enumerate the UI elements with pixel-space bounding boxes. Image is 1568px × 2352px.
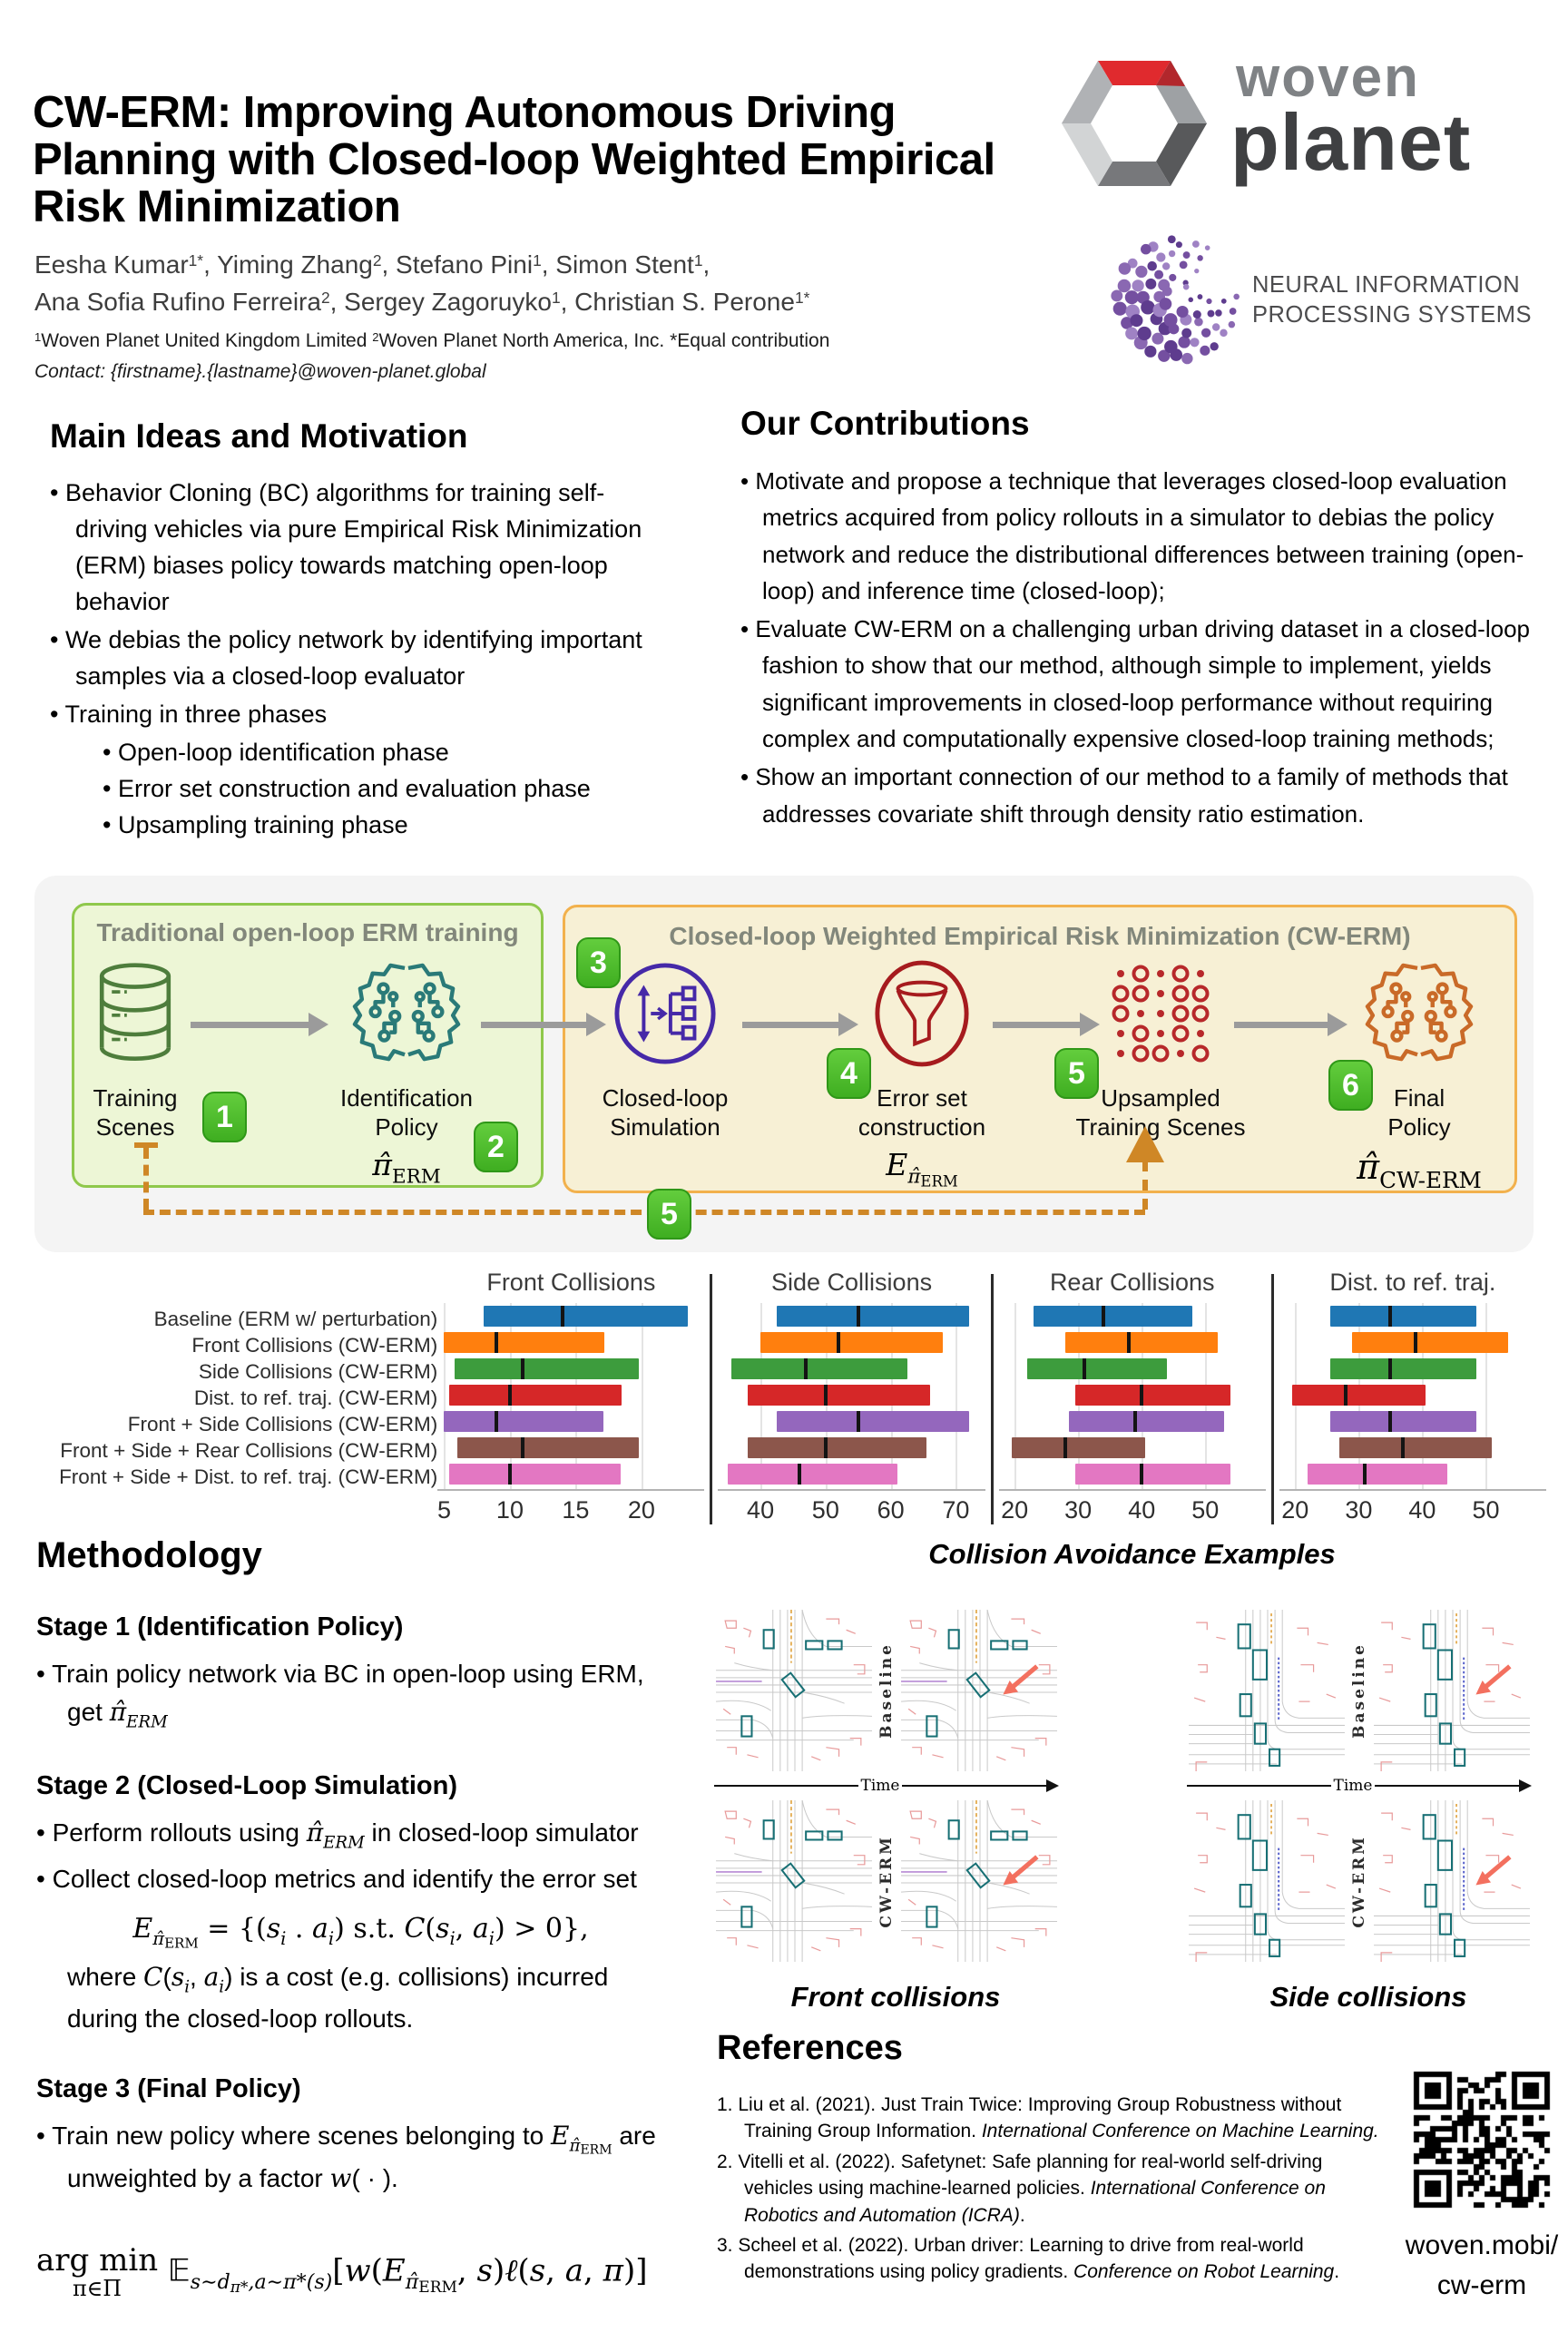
gridline	[642, 1303, 643, 1489]
scenario-map-side	[1374, 1800, 1530, 1962]
tick-label: 20	[1281, 1496, 1309, 1524]
range-bar	[777, 1306, 969, 1327]
time-label: Time	[1333, 1777, 1373, 1795]
gridline	[956, 1303, 957, 1489]
time-arrowhead-icon	[1046, 1779, 1059, 1792]
method-bullet: • Train new policy where scenes belonging to $E_{\pîERM}$ are unweighted by a factor w( · ).	[36, 2120, 656, 2194]
list-item: • Training in three phases	[50, 700, 328, 728]
tick-label: 5	[436, 1496, 451, 1524]
tick-label: 20	[1001, 1496, 1029, 1524]
example-caption: Side collisions	[1269, 1981, 1467, 2013]
range-bar	[449, 1385, 622, 1406]
range-bar	[457, 1437, 639, 1458]
step-badge-2: 2	[474, 1122, 518, 1172]
arrow-icon	[191, 1013, 328, 1036]
section-contributions	[740, 405, 1562, 834]
neurips-logo	[1105, 225, 1559, 375]
scenario-map-side	[1374, 1610, 1530, 1771]
loop-line	[143, 1148, 149, 1210]
chart-subplot	[1279, 1269, 1546, 1527]
tick-label: 30	[1345, 1496, 1373, 1524]
median-marker	[1363, 1464, 1367, 1485]
references-list	[717, 2092, 1384, 2286]
median-marker	[521, 1358, 524, 1379]
range-bar	[1330, 1306, 1476, 1327]
method-bullet: • Perform rollouts using $\pî_{ERM}$ in closed-loop simulator	[36, 1817, 639, 1852]
median-marker	[1083, 1358, 1086, 1379]
example-group-front	[714, 1609, 1077, 2014]
median-marker	[1401, 1437, 1405, 1458]
median-marker	[1140, 1385, 1143, 1406]
chart-title: Side Collisions	[771, 1269, 933, 1296]
range-bar	[1069, 1411, 1225, 1432]
stage-label: Training Scenes	[93, 1084, 178, 1141]
tick-label: 50	[811, 1496, 839, 1524]
scenario-map-side	[1189, 1610, 1345, 1771]
open-loop-box-title: Traditional open-loop ERM training	[96, 918, 519, 946]
stage-math: $\pî_{ERM}$	[372, 1147, 441, 1190]
neurips-text: NEURAL INFORMATION PROCESSING SYSTEMS	[1252, 272, 1532, 328]
range-bar	[748, 1385, 930, 1406]
median-marker	[1388, 1358, 1392, 1379]
qr-code	[1413, 2071, 1551, 2209]
chart-row-label: Dist. to ref. traj. (CW-ERM)	[193, 1387, 438, 1409]
main-ideas-heading: Main Ideas and Motivation	[50, 417, 468, 455]
median-marker	[508, 1464, 512, 1485]
planet-wordmark: planet	[1230, 97, 1472, 187]
stage-heading: Stage 3 (Final Policy)	[36, 2073, 301, 2103]
reference-item: 2. Vitelli et al. (2022). Safetynet: Safe planning for real-world self-driving vehicles using machine-learned policies. International Conference on Robotics and Automation (ICRA).	[717, 2151, 1326, 2226]
collision-arrow-icon	[1466, 1662, 1514, 1700]
error-set-formula: $E_{\pîERM} = \{(s_i$ . $a_i$) s.t. $C(s_i$, $a_i) > 0$},	[132, 1913, 589, 1952]
subplot-separator	[991, 1274, 994, 1524]
tick-label: 70	[942, 1496, 970, 1524]
median-marker	[824, 1385, 828, 1406]
examples-title: Collision Avoidance Examples	[928, 1538, 1336, 1570]
stage-label: Error set construction	[858, 1084, 986, 1141]
section-main-ideas	[50, 417, 674, 844]
example-group-side	[1187, 1609, 1550, 2014]
method-bullet: • Train policy network via BC in open-loop using ERM, get $\pî_{ERM}$	[36, 1660, 644, 1732]
contributions-list	[740, 463, 1562, 832]
gridline	[1485, 1303, 1487, 1489]
median-marker	[1133, 1411, 1137, 1432]
median-marker	[837, 1332, 840, 1353]
method-bullet: • Collect closed-loop metrics and identify the error set	[36, 1865, 637, 1894]
chart-plot-area	[999, 1303, 1266, 1491]
x-axis-ticks	[1279, 1491, 1546, 1527]
subplot-separator	[1271, 1274, 1274, 1524]
qr-caption: woven.mobi/ cw-erm	[1405, 2230, 1559, 2300]
scenario-map-front	[716, 1800, 872, 1962]
median-marker	[521, 1437, 524, 1458]
list-item: • Motivate and propose a technique that leverages closed-loop evaluation metrics acquired from policy rollouts in a simulator to debias the policy network and reduce the distributional differences between training (open-loop) and inference time (closed-loop);	[740, 467, 1524, 604]
range-bar	[760, 1332, 943, 1353]
median-marker	[561, 1306, 564, 1327]
list-item: • Show an important connection of our method to a family of methods that addresses covariate shift through density ratio estimation.	[740, 763, 1508, 828]
arrow-icon	[1234, 1013, 1348, 1036]
gridline	[1014, 1303, 1016, 1489]
chart-subplot	[999, 1269, 1266, 1527]
stage-label: Identification Policy	[340, 1084, 473, 1141]
median-marker	[1063, 1437, 1067, 1458]
x-axis-ticks	[718, 1491, 985, 1527]
step-badge-4: 4	[827, 1048, 871, 1099]
chart-subplot	[718, 1269, 985, 1527]
tick-label: 50	[1191, 1496, 1220, 1524]
references-heading: References	[717, 2029, 903, 2067]
loop-arrowhead-icon	[1126, 1126, 1164, 1162]
range-bar	[1075, 1385, 1231, 1406]
gridline	[444, 1303, 446, 1489]
row-label-baseline: Baseline	[877, 1642, 896, 1739]
median-marker	[824, 1437, 828, 1458]
x-axis-ticks	[999, 1491, 1266, 1527]
tick-label: 20	[627, 1496, 655, 1524]
chart-row-label: Front + Side + Dist. to ref. traj. (CW-ERM)	[59, 1465, 438, 1488]
range-bar	[449, 1464, 620, 1485]
median-marker	[1388, 1306, 1392, 1327]
range-bar	[444, 1411, 603, 1432]
chart-row-label: Front + Side + Rear Collisions (CW-ERM)	[60, 1439, 438, 1462]
range-bar	[1330, 1411, 1476, 1432]
contact-line: Contact: {firstname}.{lastname}@woven-planet.global	[34, 361, 486, 382]
example-caption: Front collisions	[790, 1981, 1001, 2013]
loop-badge-5: 5	[647, 1189, 691, 1240]
chart-plot-area	[1279, 1303, 1546, 1491]
chart-title: Front Collisions	[486, 1269, 656, 1296]
pipeline-diagram	[34, 876, 1534, 1252]
range-bar	[444, 1332, 604, 1353]
median-marker	[508, 1385, 512, 1406]
chart-row-label: Front Collisions (CW-ERM)	[191, 1334, 438, 1357]
collision-arrow-icon	[1466, 1853, 1514, 1891]
section-examples	[703, 1538, 1561, 2014]
range-bar	[1339, 1437, 1492, 1458]
examples-groups	[703, 1609, 1561, 2014]
time-arrowhead-icon	[1519, 1779, 1532, 1792]
row-label-baseline: Baseline	[1350, 1642, 1368, 1739]
range-bar	[1352, 1332, 1508, 1353]
subplot-separator	[710, 1274, 712, 1524]
median-marker	[1127, 1332, 1131, 1353]
qr-block	[1405, 2071, 1559, 2305]
scenario-map-front	[901, 1800, 1057, 1962]
section-references	[717, 2029, 1384, 2289]
range-bar	[748, 1437, 926, 1458]
step-badge-6: 6	[1328, 1060, 1373, 1111]
list-item: • Behavior Cloning (BC) algorithms for training self-driving vehicles via pure Empirical Risk Minimization (ERM) biases policy towards matching open-loop behavior	[50, 479, 642, 615]
chart-plot-area	[437, 1303, 704, 1491]
methodology-heading: Methodology	[36, 1535, 262, 1575]
chart-subplot	[437, 1269, 704, 1527]
stage-label: Upsampled Training Scenes	[1075, 1084, 1246, 1141]
chart-plot-area	[718, 1303, 985, 1491]
list-sub-item: • Error set construction and evaluation phase	[103, 774, 591, 802]
tick-label: 15	[562, 1496, 590, 1524]
median-marker	[495, 1332, 498, 1353]
range-bar	[484, 1306, 688, 1327]
range-bar	[1012, 1437, 1145, 1458]
median-marker	[1102, 1306, 1105, 1327]
chart-row-label: Front + Side Collisions (CW-ERM)	[127, 1413, 438, 1436]
median-marker	[1388, 1411, 1392, 1432]
list-sub-item: • Upsampling training phase	[103, 810, 408, 838]
chart-title: Dist. to ref. traj.	[1329, 1269, 1496, 1296]
range-bar	[1075, 1464, 1231, 1485]
range-bar	[1027, 1358, 1167, 1379]
list-sub-item: • Open-loop identification phase	[103, 738, 449, 766]
chart-title: Rear Collisions	[1049, 1269, 1215, 1296]
tick-label: 60	[877, 1496, 905, 1524]
range-bar	[1065, 1332, 1218, 1353]
range-bar	[728, 1464, 897, 1485]
time-axis	[714, 1777, 1059, 1795]
collision-arrow-icon	[994, 1853, 1041, 1891]
median-marker	[1344, 1385, 1348, 1406]
step-badge-3: 3	[576, 937, 621, 988]
median-marker	[804, 1358, 808, 1379]
median-marker	[1414, 1332, 1417, 1353]
range-bar	[777, 1411, 969, 1432]
tick-label: 40	[1408, 1496, 1436, 1524]
arrow-icon	[481, 1013, 606, 1036]
tick-label: 40	[1128, 1496, 1156, 1524]
median-marker	[1140, 1464, 1143, 1485]
range-bar	[1308, 1464, 1447, 1485]
median-marker	[857, 1306, 860, 1327]
loop-line	[1142, 1161, 1148, 1210]
range-bar	[1330, 1358, 1476, 1379]
reference-item: 3. Scheel et al. (2022). Urban driver: Learning to drive from real-world demonstrations using policy gradients. Conference on Robot Learning.	[717, 2234, 1340, 2283]
range-bar	[731, 1358, 907, 1379]
scenario-map-front	[901, 1610, 1057, 1771]
stage-heading: Stage 1 (Identification Policy)	[36, 1612, 404, 1642]
authors-line2: Ana Sofia Rufino Ferreira$^2$, Sergey Zagoruyko$^1$, Christian S. Perone$^{1*}$	[34, 287, 810, 316]
median-marker	[495, 1411, 498, 1432]
contributions-heading: Our Contributions	[740, 405, 1030, 442]
row-label-cw-erm: CW-ERM	[1350, 1834, 1368, 1928]
authors-line1: Eesha Kumar$^{1*}$, Yiming Zhang$^2$, Stefano Pini$^1$, Simon Stent$^1$,	[34, 250, 710, 279]
main-ideas-list	[50, 475, 674, 844]
step-badge-1: 1	[202, 1092, 247, 1142]
median-marker	[857, 1411, 860, 1432]
woven-planet-logo	[1054, 44, 1559, 216]
list-item: • Evaluate CW-ERM on a challenging urban driving dataset in a closed-loop fashion to show that our method, although simple to implement, yields significant improvements in closed-loop performance without requiring complex and computationally expensive closed-loop training methods;	[740, 615, 1530, 753]
range-bar	[1034, 1306, 1192, 1327]
scenario-map-front	[716, 1610, 872, 1771]
tick-label: 50	[1472, 1496, 1500, 1524]
section-methodology	[36, 1535, 685, 2300]
tick-label: 10	[495, 1496, 524, 1524]
cw-erm-box-title: Closed-loop Weighted Empirical Risk Minimization (CW-ERM)	[669, 922, 1411, 950]
chart-row-label: Side Collisions (CW-ERM)	[198, 1360, 438, 1383]
poster-title: CW-ERM: Improving Autonomous Driving Planning with Closed-loop Weighted Empirical Risk Minimization	[33, 87, 995, 231]
affiliations: $^1$Woven Planet United Kingdom Limited $^2$Woven Planet North America, Inc. *Equal contribution	[34, 330, 830, 351]
step-badge-5: 5	[1054, 1048, 1099, 1099]
list-item: • We debias the policy network by identifying important samples via a closed-loop evaluator	[50, 625, 642, 690]
range-bar	[1292, 1385, 1426, 1406]
authors	[34, 247, 809, 320]
median-marker	[798, 1464, 801, 1485]
woven-wordmark: woven	[1236, 46, 1420, 109]
chart-row-labels	[33, 1269, 437, 1490]
tick-label: 30	[1064, 1496, 1093, 1524]
x-axis-ticks	[437, 1491, 704, 1527]
stage-label: Final Policy	[1387, 1084, 1451, 1141]
neurips-swirl-icon	[1105, 225, 1250, 375]
stage-math: $\pî_{CW-ERM}$	[1357, 1147, 1482, 1194]
scenario-map-side	[1189, 1800, 1345, 1962]
chart-row-label: Baseline (ERM w/ perturbation)	[153, 1308, 438, 1330]
woven-hexagon-icon	[1054, 44, 1214, 203]
arrow-icon	[993, 1013, 1100, 1036]
row-label-cw-erm: CW-ERM	[877, 1834, 896, 1928]
reference-item: 1. Liu et al. (2021). Just Train Twice: Improving Group Robustness without Training Group Information. International Conference on Machine Learning.	[717, 2094, 1379, 2142]
stage-label: Closed-loop Simulation	[602, 1084, 729, 1141]
formula-note: where $C(s_i$, $a_i$) is a cost (e.g. collisions) incurred during the closed-loop rollouts.	[67, 1962, 609, 2033]
methodology-body	[36, 1612, 685, 2198]
arrow-icon	[742, 1013, 858, 1036]
loop-line	[143, 1210, 1145, 1215]
tick-label: 40	[747, 1496, 775, 1524]
neural-network-icon	[302, 956, 511, 1072]
stage-math: $E_{\pîERM}$	[886, 1147, 958, 1191]
range-bar	[455, 1358, 639, 1379]
collision-arrow-icon	[994, 1662, 1041, 1700]
stage-heading: Stage 2 (Closed-Loop Simulation)	[36, 1770, 458, 1800]
time-label: Time	[860, 1777, 900, 1795]
time-axis	[1187, 1777, 1532, 1795]
results-charts	[33, 1269, 1546, 1527]
argmin-formula: arg min π∈Π $𝔼_{s\sim d\pi*,a\sim\pi*(s)}[w(E_{\pîERM}$, s)ℓ(s, a, π)]	[36, 2242, 648, 2302]
